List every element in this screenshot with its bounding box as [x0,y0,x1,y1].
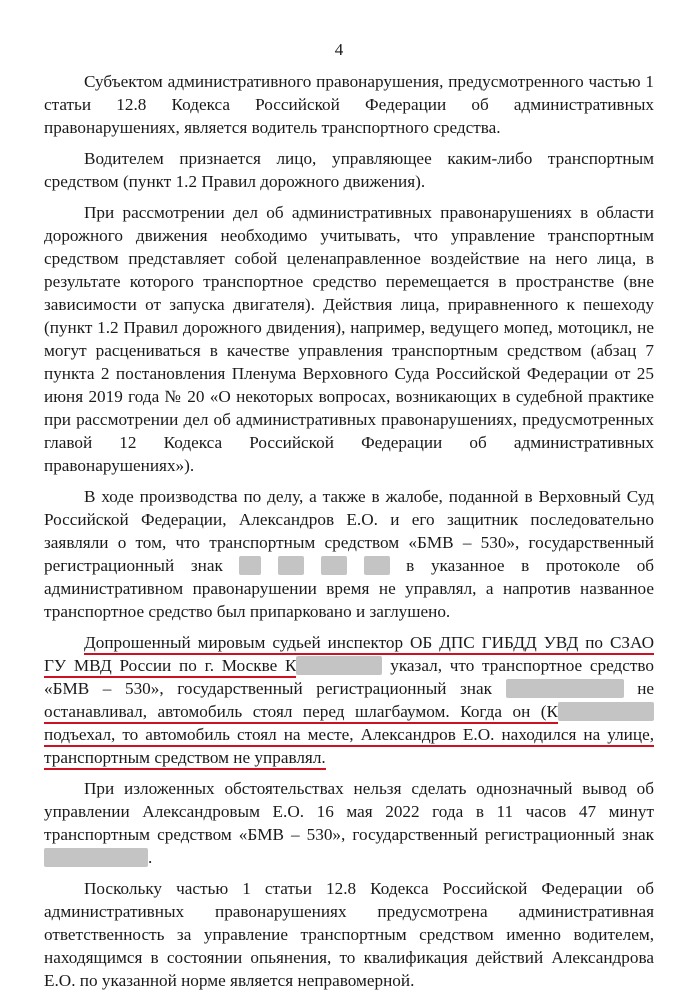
paragraph-inspector [44,631,654,769]
inspector-text-c: не [637,679,655,698]
redacted-plate-2 [278,556,304,575]
paragraph-subject: Субъектом административного правонарушения, предусмотренного частью 1 статьи 12.8 Кодекса Российской Федерации об административных правонарушениях, является водитель транспортного средства. [44,72,654,137]
paragraph-plenum: При рассмотрении дел об административных правонарушениях в области дорожного движения необходимо учитывать, что управление транспортным средством представляет собой целенаправленное воздействие на него лица, в результате которого транспортное средство перемещается в пространстве (вне зависимости от запуска двигателя). Действия лица, приравненного к пешеходу (пункт 1.2 Правил дорожного двидения), например, ведущего мопед, мотоцикл, не могут расцениваться в качестве управления транспортным средством (абзац 7 пункта 2 постановления Пленума Верховного Суда Российской Федерации от 25 июня 2019 года № 20 «О некоторых вопросах, возникающих в судебной практике при рассмотрении дел об административных правонарушениях, предусмотренных главой 12 Кодекса Российской Федерации об административных правонарушениях»). [44,203,654,475]
redacted-plate-4 [364,556,390,575]
redacted-plate-1 [239,556,261,575]
redacted-plate-3 [321,556,347,575]
paragraph-defense [44,485,654,623]
document-body [44,70,654,1000]
defense-text-end: в указанное в протоколе об административном правонарушении время не управлял, а напротив названное транспортное средство был припарковано и заглушено. [44,556,655,621]
redacted-inspector-name [296,656,382,675]
redacted-plate-5 [506,679,624,698]
paragraph-driver: Водителем признается лицо, управляющее каким-либо транспортным средством (пункт 1.2 Правил дорожного движения). [44,149,654,191]
conclusion-dot: . [148,848,153,867]
paragraph-qualification: Поскольку частью 1 статьи 12.8 Кодекса Российской Федерации об административных правонарушениях предусмотрена административная ответственность за управление транспортным средством именно водителем, находящимся в состоянии опьянения, то квалификация действий Александрова Е.О. по указанной норме является неправомерной. [44,879,654,990]
page-number: 4 [334,40,344,59]
conclusion-text: При изложенных обстоятельствах нельзя сделать однозначный вывод об управлении Александровым Е.О. 16 мая 2022 года в 11 часов 47 минут транспортным средством «БМВ – 530», государственный регистрационный знак [44,779,654,844]
inspector-text-e: подъехал, то автомобиль стоял на месте, Александров Е.О. находился на улице, транспортным средством не управлял. [44,725,654,770]
redacted-plate-6 [44,848,148,867]
paragraph-conclusion [44,777,654,869]
defense-text-start: В ходе производства по делу, а также в жалобе, поданной в Верховный Суд Российской Федерации, Александров Е.О. и его защитник последовательно заявляли о том, что транспортным средством «БМВ – 530», государственный регистрационный знак [44,487,654,575]
redacted-inspector-name-2 [558,702,654,721]
inspector-text-b: указал, что транспортное средство «БМВ – 530», государственный регистрационный знак [44,656,654,698]
inspector-text-d: останавливал, автомобиль стоял перед шлагбаумом. Когда он (К [44,702,558,724]
inspector-text-a: Допрошенный мировым судьей инспектор ОБ ДПС ГИБДД УВД по СЗАО ГУ МВД России по г. Москве К [44,633,654,678]
